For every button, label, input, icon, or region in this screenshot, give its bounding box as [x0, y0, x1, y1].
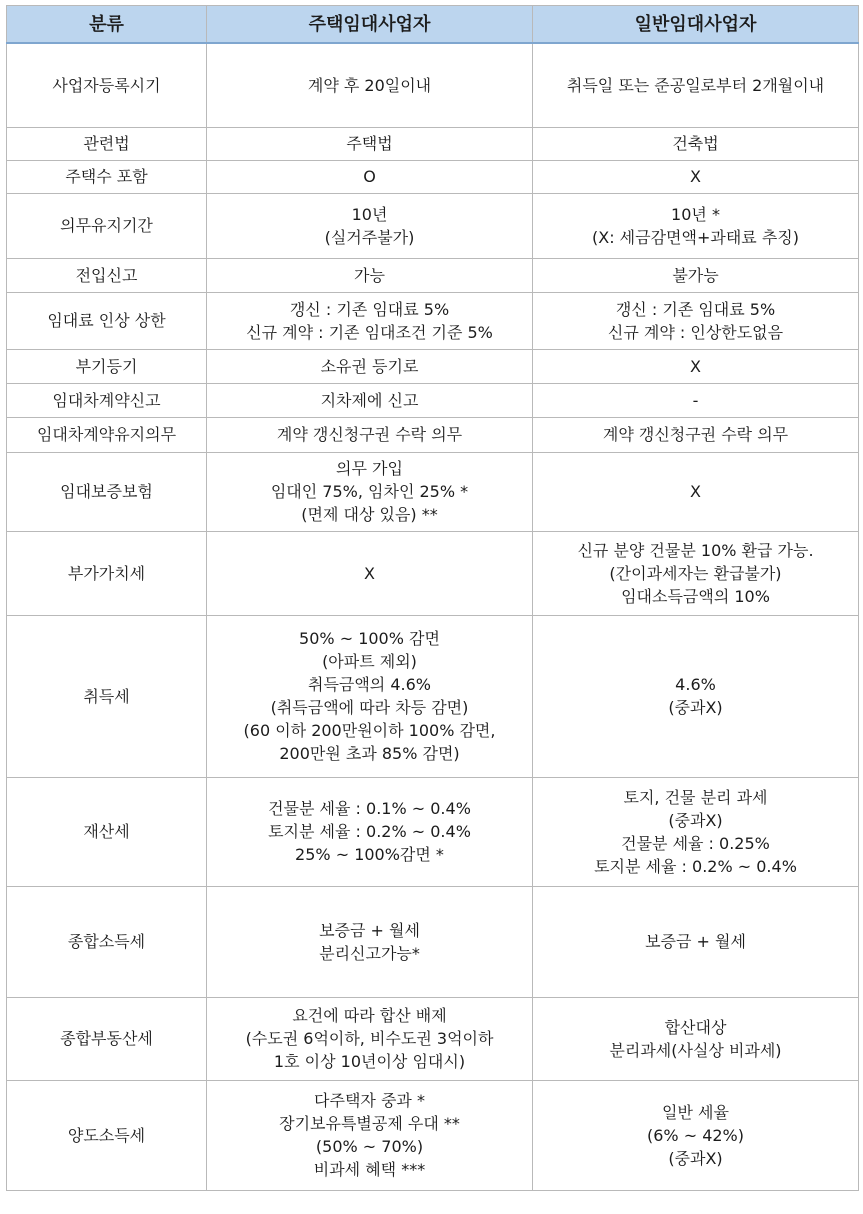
cell-line: 취득일 또는 준공일로부터 2개월이내 [566, 75, 825, 95]
general-rental-cell [533, 1080, 859, 1190]
housing-rental-cell [207, 452, 533, 531]
cell-line: (간이과세자는 환급불가) [609, 563, 782, 583]
housing-rental-cell [207, 43, 533, 127]
row-category: 재산세 [7, 777, 207, 886]
row-category: 임대차계약유지의무 [7, 417, 207, 452]
cell-line: (50% ~ 70%) [315, 1137, 424, 1156]
general-rental-cell [533, 127, 859, 160]
table-row [7, 997, 859, 1080]
table-row [7, 1080, 859, 1190]
row-category: 부가가치세 [7, 531, 207, 615]
cell-line: 보증금 + 월세 [319, 920, 420, 940]
cell-line: 가능 [354, 265, 385, 285]
general-rental-cell [533, 886, 859, 997]
cell-line: (취득금액에 따라 차등 감면) [270, 698, 469, 717]
cell-line: X [690, 356, 701, 376]
cell-line: (60 이하 200만원이하 100% 감면, [243, 721, 496, 740]
header-category: 분류 [7, 6, 207, 44]
cell-line: O [363, 167, 376, 186]
cell-line: (중과X) [668, 810, 723, 830]
table-row [7, 417, 859, 452]
housing-rental-cell [207, 258, 533, 292]
cell-line: (중과X) [668, 1148, 723, 1168]
housing-rental-cell [207, 531, 533, 615]
row-category: 의무유지기간 [7, 193, 207, 258]
cell-line: X [364, 563, 375, 583]
cell-line: 50% ~ 100% 감면 [299, 629, 440, 648]
table-row [7, 292, 859, 349]
cell-line: 임대소득금액의 10% [621, 586, 770, 606]
cell-line: 신규 계약 : 인상한도없음 [607, 322, 784, 342]
housing-rental-cell [207, 127, 533, 160]
cell-line: (아파트 제외) [322, 652, 417, 671]
table-body [7, 43, 859, 1190]
table-row [7, 777, 859, 886]
table-row [7, 160, 859, 193]
cell-line: 요건에 따라 합산 배제 [292, 1006, 447, 1025]
cell-line: 지차제에 신고 [320, 390, 419, 410]
cell-line: (6% ~ 42%) [646, 1125, 744, 1145]
comparison-table [6, 5, 859, 1191]
housing-rental-cell [207, 349, 533, 383]
cell-line: 갱신 : 기존 임대료 5% [289, 299, 450, 319]
housing-rental-cell [207, 997, 533, 1080]
general-rental-cell [533, 777, 859, 886]
cell-line: 비과세 혜택 *** [313, 1160, 426, 1179]
housing-rental-cell [207, 886, 533, 997]
cell-line: (수도권 6억이하, 비수도권 3억이하 [245, 1029, 494, 1048]
table-row [7, 886, 859, 997]
housing-rental-cell [207, 193, 533, 258]
general-rental-cell [533, 258, 859, 292]
table-row [7, 383, 859, 417]
row-category: 종합부동산세 [7, 997, 207, 1080]
cell-line: 주택법 [346, 134, 393, 153]
row-category: 사업자등록시기 [7, 43, 207, 127]
row-category: 부기등기 [7, 349, 207, 383]
row-category: 주택수 포함 [7, 160, 207, 193]
cell-line: 10년 [351, 204, 388, 224]
general-rental-cell [533, 452, 859, 531]
cell-line: 분리과세(사실상 비과세) [609, 1040, 782, 1060]
cell-line: 불가능 [672, 265, 719, 285]
general-rental-cell [533, 615, 859, 777]
cell-line: 토지분 세율 : 0.2% ~ 0.4% [268, 822, 471, 841]
cell-line: 건물분 세율 : 0.1% ~ 0.4% [268, 799, 471, 818]
cell-line: 계약 후 20일이내 [307, 75, 432, 95]
cell-line: 계약 갱신청구권 수락 의무 [602, 425, 789, 444]
cell-line: 1호 이상 10년이상 임대시) [273, 1052, 466, 1071]
housing-rental-cell [207, 615, 533, 777]
general-rental-cell [533, 160, 859, 193]
cell-line: 다주택자 중과 * [314, 1091, 425, 1110]
housing-rental-cell [207, 383, 533, 417]
cell-line: 임대인 75%, 임차인 25% * [270, 482, 469, 501]
cell-line: 갱신 : 기존 임대료 5% [615, 299, 776, 319]
row-category: 임대차계약신고 [7, 383, 207, 417]
cell-line: 4.6% [675, 675, 716, 694]
cell-line: (중과X) [668, 698, 723, 717]
cell-line: 보증금 + 월세 [645, 932, 746, 951]
cell-line: X [690, 482, 701, 501]
cell-line: 200만원 초과 85% 감면) [279, 744, 460, 763]
cell-line: 계약 갱신청구권 수락 의무 [276, 425, 463, 444]
cell-line: 분리신고가능* [319, 943, 420, 963]
general-rental-cell [533, 383, 859, 417]
table-row [7, 193, 859, 258]
row-category: 전입신고 [7, 258, 207, 292]
cell-line: 취득금액의 4.6% [307, 675, 431, 694]
row-category: 관련법 [7, 127, 207, 160]
table-row [7, 531, 859, 615]
row-category: 임대료 인상 상한 [7, 292, 207, 349]
cell-line: 소유권 등기로 [320, 356, 419, 376]
table-row [7, 258, 859, 292]
cell-line: 건축법 [672, 134, 719, 153]
housing-rental-cell [207, 417, 533, 452]
table-row [7, 452, 859, 531]
cell-line: 일반 세율 [662, 1102, 729, 1122]
row-category: 종합소득세 [7, 886, 207, 997]
row-category: 양도소득세 [7, 1080, 207, 1190]
cell-line: 토지, 건물 분리 과세 [623, 787, 768, 807]
general-rental-cell [533, 292, 859, 349]
general-rental-cell [533, 43, 859, 127]
housing-rental-cell [207, 1080, 533, 1190]
table-row [7, 127, 859, 160]
cell-line: X [690, 167, 701, 186]
cell-line: 건물분 세율 : 0.25% [621, 833, 770, 853]
table-row [7, 43, 859, 127]
general-rental-cell [533, 997, 859, 1080]
cell-line: 장기보유특별공제 우대 ** [279, 1114, 460, 1133]
cell-line: 토지분 세율 : 0.2% ~ 0.4% [594, 856, 797, 876]
cell-line: 신규 계약 : 기존 임대조건 기준 5% [246, 322, 493, 342]
cell-line: 10년 * [671, 204, 720, 224]
header-housing-rental-business: 주택임대사업자 [207, 6, 533, 44]
cell-line: (실거주불가) [324, 227, 415, 247]
table-row [7, 615, 859, 777]
cell-line: (X: 세금감면액+과태료 추징) [592, 227, 799, 247]
general-rental-cell [533, 349, 859, 383]
cell-line: 의무 가입 [336, 459, 403, 478]
housing-rental-cell [207, 777, 533, 886]
header-general-rental-business: 일반임대사업자 [533, 6, 859, 44]
cell-line: (면제 대상 있음) ** [301, 505, 438, 524]
cell-line: - [692, 390, 699, 410]
general-rental-cell [533, 417, 859, 452]
general-rental-cell [533, 193, 859, 258]
row-category: 임대보증보험 [7, 452, 207, 531]
cell-line: 합산대상 [664, 1017, 727, 1037]
general-rental-cell [533, 531, 859, 615]
cell-line: 신규 분양 건물분 10% 환급 가능. [577, 540, 814, 560]
cell-line: 25% ~ 100%감면 * [295, 845, 444, 864]
row-category: 취득세 [7, 615, 207, 777]
table-row [7, 349, 859, 383]
housing-rental-cell [207, 160, 533, 193]
header-row [7, 6, 859, 44]
housing-rental-cell [207, 292, 533, 349]
